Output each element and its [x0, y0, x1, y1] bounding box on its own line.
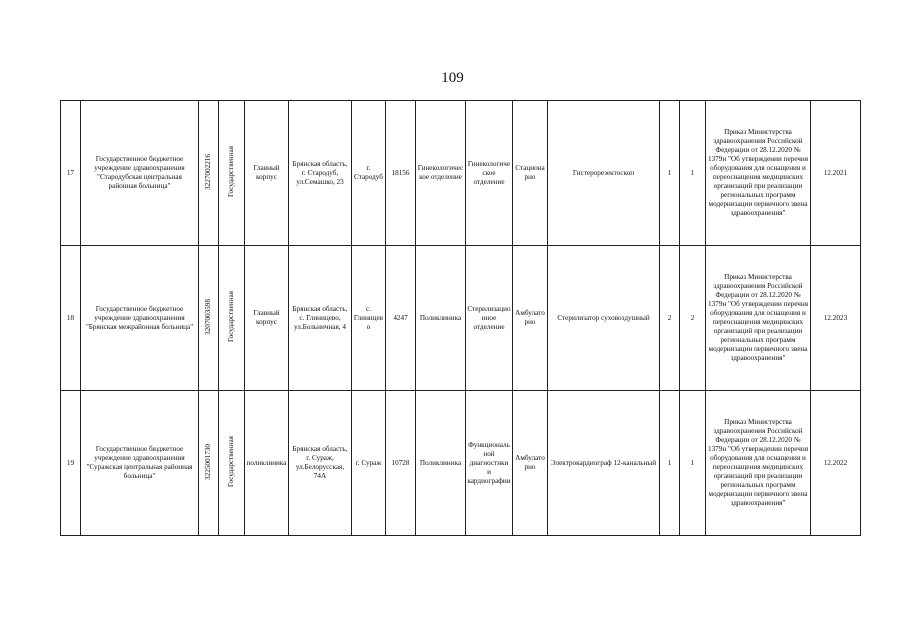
department: Стерилизационное отделение	[466, 246, 513, 391]
inn-cell	[199, 391, 219, 536]
organization-name: Государственное бюджетное учреждение здравоохранения "Суражская центральная районная больница"	[81, 391, 199, 536]
care-form: Стационарно	[513, 101, 548, 246]
table-row	[61, 101, 861, 246]
ownership-cell	[219, 246, 245, 391]
page-number: 109	[441, 70, 464, 86]
population: 10728	[386, 391, 416, 536]
building: поликлиника	[245, 391, 289, 536]
department: Гинекологическое отделение	[466, 101, 513, 246]
equipment: Стерилизатор суховоздушный	[548, 246, 660, 391]
delivery-date: 12.2022	[811, 391, 861, 536]
address: Брянская область, г. Сураж, ул.Белорусская, 74А	[289, 391, 352, 536]
ownership: Государственная	[227, 290, 235, 343]
care-form: Амбулаторно	[513, 391, 548, 536]
building: Главный корпус	[245, 101, 289, 246]
quantity-need: 1	[660, 101, 680, 246]
row-number: 17	[61, 101, 81, 246]
ownership: Государственная	[227, 435, 235, 488]
organization-name: Государственное бюджетное учреждение здравоохранения "Стародубская центральная районная больница"	[81, 101, 199, 246]
address: Брянская область, с. Глиницево, ул.Больничная, 4	[289, 246, 352, 391]
equipment: Гистерорезектоскоп	[548, 101, 660, 246]
legal-basis: Приказ Министерства здравоохранения Российской Федерации от 28.12.2020 № 1379н "Об утверждении перечня оборудования для оснащения и переоснащения медицинских организаций при реализации региональных программ модернизации первичного звена здравоохранения"	[706, 101, 811, 246]
equipment-registry-table	[60, 100, 861, 536]
inn: 3227002216	[204, 153, 212, 190]
ownership-cell	[219, 391, 245, 536]
unit: Гинекологическое отделение	[416, 101, 466, 246]
locality: с. Глиницево	[352, 246, 386, 391]
organization-name: Государственное бюджетное учреждение здравоохранения "Брянская межрайонная больница"	[81, 246, 199, 391]
population: 4247	[386, 246, 416, 391]
unit: Поликлиника	[416, 246, 466, 391]
quantity-plan: 1	[680, 101, 706, 246]
row-number: 18	[61, 246, 81, 391]
quantity-need: 2	[660, 246, 680, 391]
inn-cell	[199, 246, 219, 391]
inn: 3225001730	[204, 443, 212, 480]
care-form: Амбулаторно	[513, 246, 548, 391]
ownership-cell	[219, 101, 245, 246]
table-row	[61, 246, 861, 391]
quantity-need: 1	[660, 391, 680, 536]
table-row	[61, 391, 861, 536]
delivery-date: 12.2021	[811, 101, 861, 246]
ownership: Государственная	[227, 145, 235, 198]
row-number: 19	[61, 391, 81, 536]
population: 18156	[386, 101, 416, 246]
inn-cell	[199, 101, 219, 246]
unit: Поликлиника	[416, 391, 466, 536]
address: Брянская область, г. Стародуб, ул.Семашко, 23	[289, 101, 352, 246]
legal-basis: Приказ Министерства здравоохранения Российской Федерации от 28.12.2020 № 1379н "Об утверждении перечня оборудования для оснащения и переоснащения медицинских организаций при реализации региональных программ модернизации первичного звена здравоохранения"	[706, 246, 811, 391]
locality: г. Стародуб	[352, 101, 386, 246]
locality: г. Сураж	[352, 391, 386, 536]
equipment: Электрокардиограф 12-канальный	[548, 391, 660, 536]
legal-basis: Приказ Министерства здравоохранения Российской Федерации от 28.12.2020 № 1379н "Об утверждении перечня оборудования для оснащения и переоснащения медицинских организаций при реализации региональных программ модернизации первичного звена здравоохранения"	[706, 391, 811, 536]
inn: 3207003598	[204, 298, 212, 335]
building: Главный корпус	[245, 246, 289, 391]
delivery-date: 12.2023	[811, 246, 861, 391]
department: Функциональной диагностики и кардиографии	[466, 391, 513, 536]
quantity-plan: 2	[680, 246, 706, 391]
quantity-plan: 1	[680, 391, 706, 536]
